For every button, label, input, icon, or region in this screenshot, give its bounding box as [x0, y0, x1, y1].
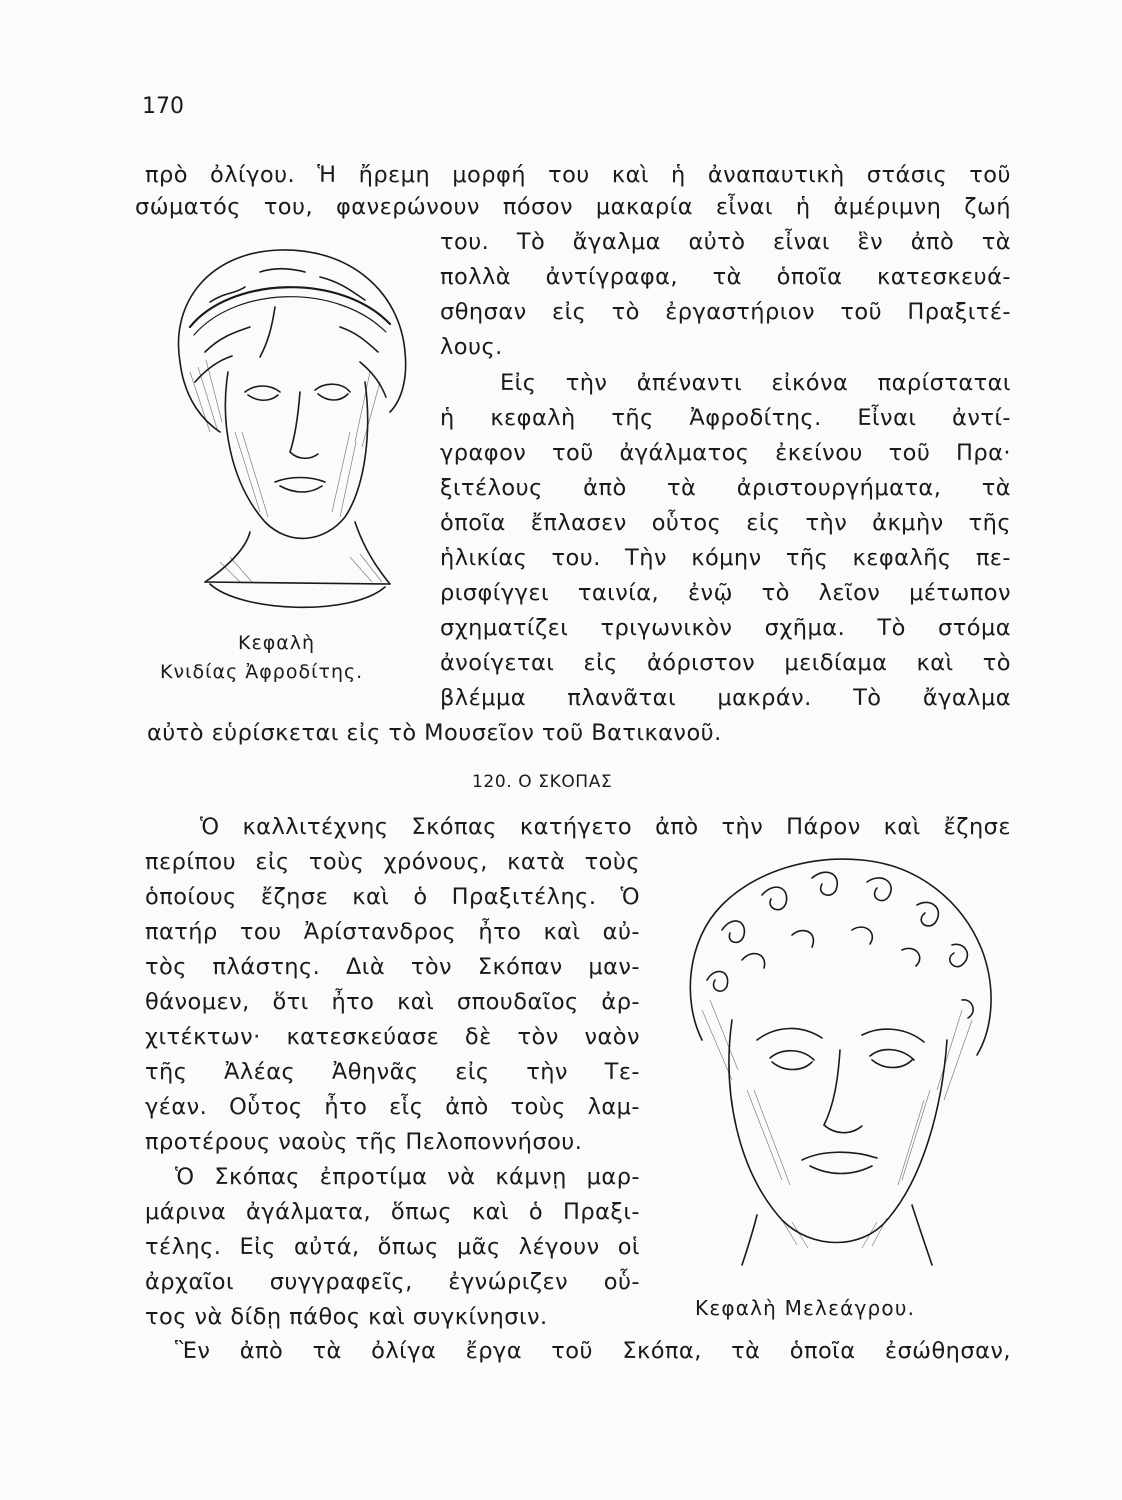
- section-heading: 120. Ο ΣΚΟΠΑΣ: [472, 772, 613, 792]
- meleager-head-illustration: [662, 850, 1007, 1275]
- text-line: χιτέκτων· κατεσκεύασε δὲ τὸν ναὸν: [145, 1024, 640, 1050]
- text-line: Ὁ καλλιτέχνης Σκόπας κατήγετο ἀπὸ τὴν Πάρον καὶ ἔζησε: [200, 814, 1011, 840]
- text-line: προτέρους ναοὺς τῆς Πελοποννήσου.: [145, 1129, 583, 1155]
- aphrodite-head-drawing: [150, 232, 418, 624]
- text-line: μάρινα ἀγάλματα, ὅπως καὶ ὁ Πραξι-: [145, 1199, 640, 1225]
- text-line: σθησαν εἰς τὸ ἐργαστήριον τοῦ Πραξιτέ-: [440, 299, 1011, 325]
- text-line: ὁποίους ἔζησε καὶ ὁ Πραξιτέλης. Ὁ: [145, 884, 640, 910]
- text-line: ρισφίγγει ταινία, ἐνῷ τὸ λεῖον μέτωπον: [440, 580, 1011, 606]
- text-line: Ὁ Σκόπας ἐπροτίμα νὰ κάμνῃ μαρ-: [175, 1164, 640, 1190]
- text-line: πατήρ του Ἀρίστανδρος ἦτο καὶ αὐ-: [145, 919, 640, 945]
- text-line: πολλὰ ἀντίγραφα, τὰ ὁποῖα κατεσκευά-: [440, 264, 1011, 290]
- page-number: 170: [142, 94, 184, 119]
- figure-caption: Κεφαλὴ: [238, 632, 316, 654]
- text-line: θάνομεν, ὅτι ἦτο καὶ σπουδαῖος ἀρ-: [145, 989, 640, 1015]
- text-line: πρὸ ὀλίγου. Ἡ ἤρεμη μορφή του καὶ ἡ ἀναπαυτικὴ στάσις τοῦ: [145, 162, 1011, 188]
- text-line: γέαν. Οὗτος ἦτο εἷς ἀπὸ τοὺς λαμ-: [145, 1094, 640, 1120]
- text-line: βλέμμα πλανᾶται μακράν. Τὸ ἄγαλμα: [440, 685, 1011, 711]
- text-line: ἡ κεφαλὴ τῆς Ἀφροδίτης. Εἶναι ἀντί-: [440, 405, 1011, 431]
- text-line: τὸς πλάστης. Διὰ τὸν Σκόπαν μαν-: [145, 954, 640, 980]
- text-line: λους.: [440, 334, 503, 360]
- text-line: σώματός του, φανερώνουν πόσον μακαρία εἶναι ἡ ἀμέριμνη ζωή: [135, 194, 1011, 220]
- text-line: τέλης. Εἰς αὐτά, ὅπως μᾶς λέγουν οἱ: [145, 1234, 640, 1260]
- text-line: σχηματίζει τριγωνικὸν σχῆμα. Τὸ στόμα: [440, 615, 1011, 641]
- figure-caption: Κεφαλὴ Μελεάγρου.: [695, 1296, 916, 1320]
- text-line: ἀνοίγεται εἰς ἀόριστον μειδίαμα καὶ τὸ: [440, 650, 1011, 676]
- text-line: ἀρχαῖοι συγγραφεῖς, ἐγνώριζεν οὗ-: [145, 1269, 640, 1295]
- text-line: αὐτὸ εὑρίσκεται εἰς τὸ Μουσεῖον τοῦ Βατικανοῦ.: [147, 720, 722, 746]
- aphrodite-head-illustration: [150, 232, 418, 624]
- text-line: ξιτέλους ἀπὸ τὰ ἀριστουργήματα, τὰ: [440, 475, 1011, 501]
- text-line: γραφον τοῦ ἀγάλματος ἐκείνου τοῦ Πρα·: [440, 440, 1011, 466]
- text-line: Ἓν ἀπὸ τὰ ὀλίγα ἔργα τοῦ Σκόπα, τὰ ὁποῖα ἐσώθησαν,: [175, 1338, 1011, 1364]
- text-line: ἡλικίας του. Τὴν κόμην τῆς κεφαλῆς πε-: [440, 545, 1011, 571]
- text-line: ὁποῖα ἔπλασεν οὗτος εἰς τὴν ἀκμὴν τῆς: [440, 510, 1011, 536]
- text-line: του. Τὸ ἄγαλμα αὐτὸ εἶναι ἓν ἀπὸ τὰ: [440, 229, 1011, 255]
- text-line: περίπου εἰς τοὺς χρόνους, κατὰ τοὺς: [145, 849, 640, 875]
- text-line: τῆς Ἀλέας Ἀθηνᾶς εἰς τὴν Τε-: [145, 1059, 640, 1085]
- text-line: Εἰς τὴν ἀπέναντι εἰκόνα παρίσταται: [500, 370, 1011, 396]
- text-line: τος νὰ δίδῃ πάθος καὶ συγκίνησιν.: [145, 1304, 548, 1330]
- figure-caption: Κνιδίας Ἀφροδίτης.: [160, 661, 364, 683]
- meleager-head-drawing: [662, 850, 1007, 1275]
